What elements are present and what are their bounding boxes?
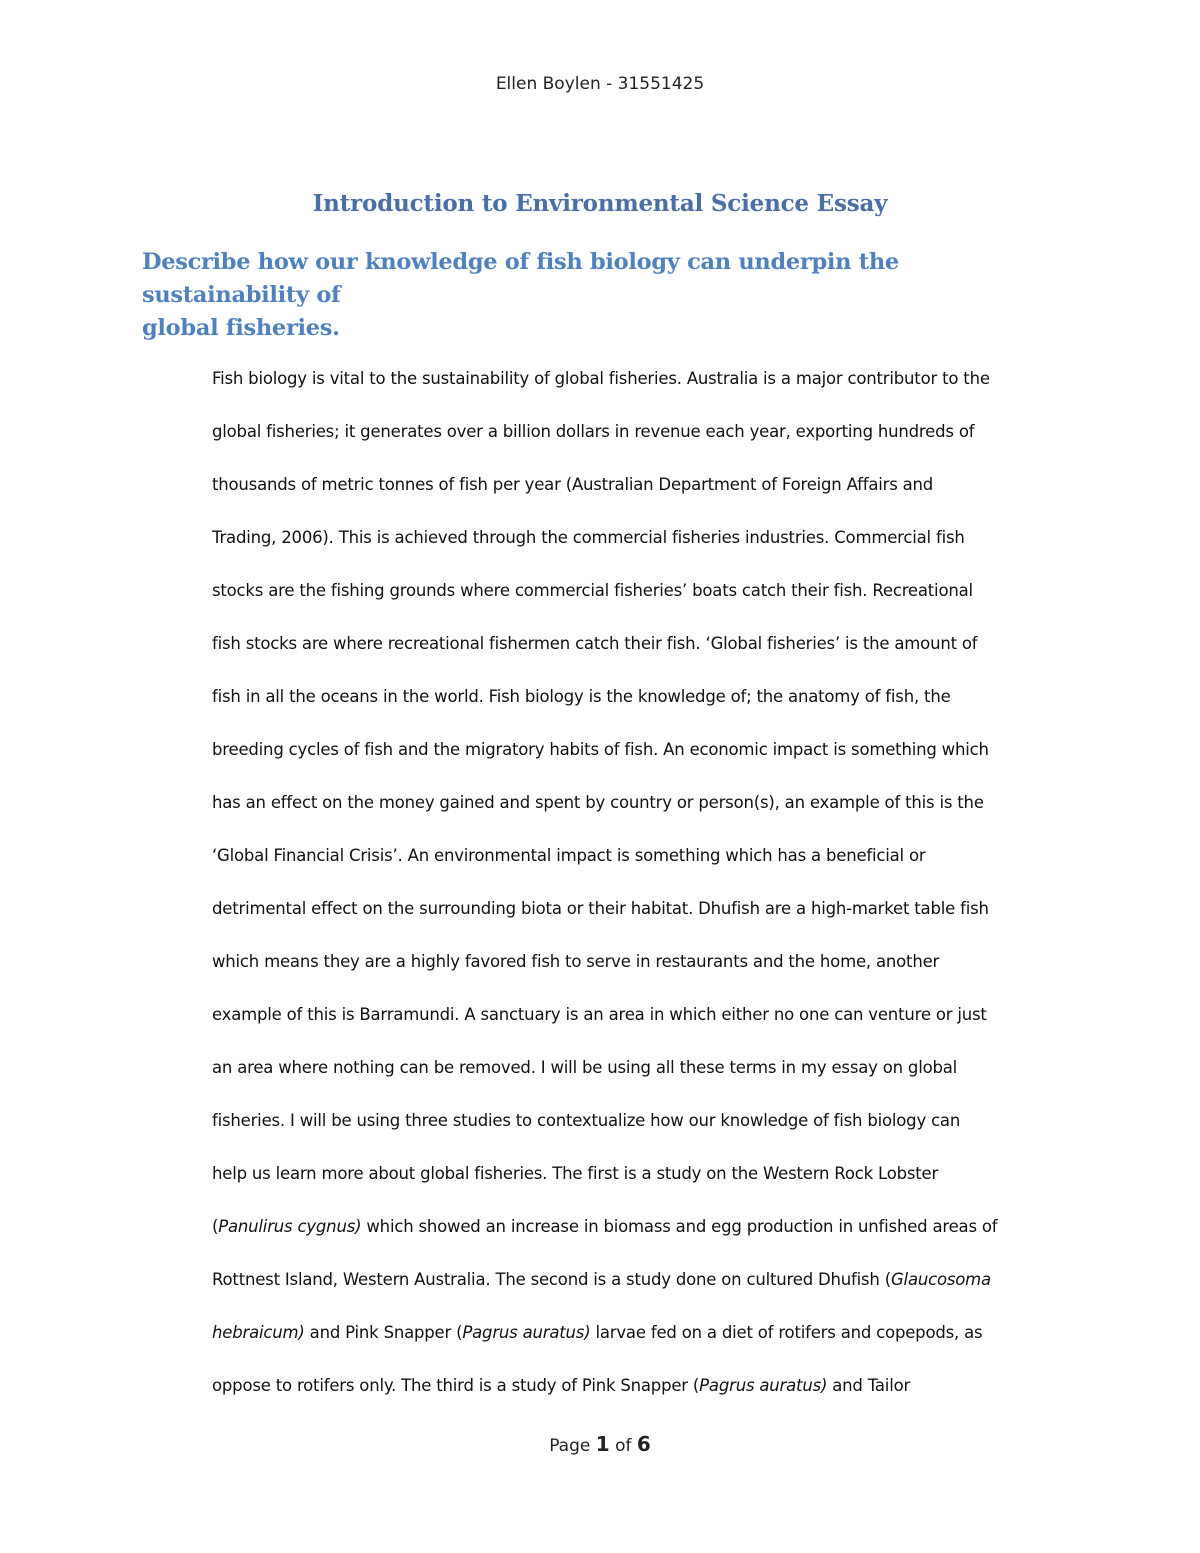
species-name-italic: Panulirus cygnus): [218, 1217, 362, 1236]
body-line: [212, 683, 1072, 736]
body-text-run: and Pink Snapper (: [304, 1323, 463, 1342]
body-text-run: fish stocks are where recreational fishermen catch their fish. ‘Global fisheries’ is the amount of: [212, 634, 978, 653]
body-text-run: detrimental effect on the surrounding biota or their habitat. Dhufish are a high-market table fish: [212, 899, 989, 918]
body-text-run: thousands of metric tonnes of fish per year (Australian Department of Foreign Affairs and: [212, 475, 934, 494]
page-footer: [0, 1432, 1200, 1456]
body-text-run: stocks are the fishing grounds where commercial fisheries’ boats catch their fish. Recreational: [212, 581, 973, 600]
body-text-run: Trading, 2006). This is achieved through the commercial fisheries industries. Commercial fish: [212, 528, 965, 547]
essay-body: [212, 365, 1072, 1425]
species-name-italic: Pagrus auratus): [462, 1323, 591, 1342]
body-text-run: ‘Global Financial Crisis’. An environmental impact is something which has a beneficial or: [212, 846, 926, 865]
body-line: [212, 1266, 1072, 1319]
body-text-run: example of this is Barramundi. A sanctuary is an area in which either no one can venture or just: [212, 1005, 987, 1024]
body-text-run: an area where nothing can be removed. I will be using all these terms in my essay on global: [212, 1058, 958, 1077]
body-line: [212, 1054, 1072, 1107]
body-line: [212, 577, 1072, 630]
body-line: [212, 1372, 1072, 1425]
species-name-italic: Glaucosoma: [890, 1270, 991, 1289]
body-line: [212, 630, 1072, 683]
body-line: [212, 842, 1072, 895]
total-pages-number: 6: [636, 1432, 651, 1456]
document-subtitle: [142, 246, 1062, 345]
body-line: [212, 736, 1072, 789]
body-text-run: Rottnest Island, Western Australia. The second is a study done on cultured Dhufish (: [212, 1270, 891, 1289]
body-text-run: which showed an increase in biomass and egg production in unfished areas of: [361, 1217, 998, 1236]
body-line: [212, 895, 1072, 948]
species-name-italic: hebraicum): [212, 1323, 305, 1342]
body-text-run: (: [212, 1217, 219, 1236]
body-text-run: breeding cycles of fish and the migratory habits of fish. An economic impact is something which: [212, 740, 989, 759]
body-line: [212, 418, 1072, 471]
body-text-run: fish in all the oceans in the world. Fish biology is the knowledge of; the anatomy of fish, the: [212, 687, 951, 706]
body-line: [212, 1160, 1072, 1213]
body-text-run: and Tailor: [827, 1376, 911, 1395]
subtitle-line: global fisheries.: [142, 315, 340, 341]
body-line: [212, 1107, 1072, 1160]
body-text-run: which means they are a highly favored fish to serve in restaurants and the home, another: [212, 952, 940, 971]
body-line: [212, 365, 1072, 418]
body-line: [212, 524, 1072, 577]
body-text-run: oppose to rotifers only. The third is a study of Pink Snapper (: [212, 1376, 700, 1395]
body-text-run: fisheries. I will be using three studies to contextualize how our knowledge of fish biology can: [212, 1111, 961, 1130]
page-label: Page: [549, 1436, 591, 1456]
body-text-run: larvae fed on a diet of rotifers and copepods, as: [590, 1323, 983, 1342]
body-text-run: global fisheries; it generates over a billion dollars in revenue each year, exporting hundreds of: [212, 422, 975, 441]
running-header: Ellen Boylen - 31551425: [495, 74, 705, 94]
species-name-italic: Pagrus auratus): [699, 1376, 828, 1395]
body-line: [212, 471, 1072, 524]
current-page-number: 1: [595, 1432, 610, 1456]
body-text-run: help us learn more about global fisheries. The first is a study on the Western Rock Lobster: [212, 1164, 939, 1183]
body-line: [212, 1001, 1072, 1054]
document-title: Introduction to Environmental Science Essay: [312, 190, 888, 217]
of-label: of: [615, 1436, 632, 1456]
body-text-run: Fish biology is vital to the sustainability of global fisheries. Australia is a major contributor to the: [212, 369, 990, 388]
body-line: [212, 1213, 1072, 1266]
body-line: [212, 789, 1072, 842]
body-text-run: has an effect on the money gained and spent by country or person(s), an example of this is the: [212, 793, 984, 812]
subtitle-line: Describe how our knowledge of fish biology can underpin the sustainability of: [142, 249, 899, 308]
body-line: [212, 1319, 1072, 1372]
body-line: [212, 948, 1072, 1001]
